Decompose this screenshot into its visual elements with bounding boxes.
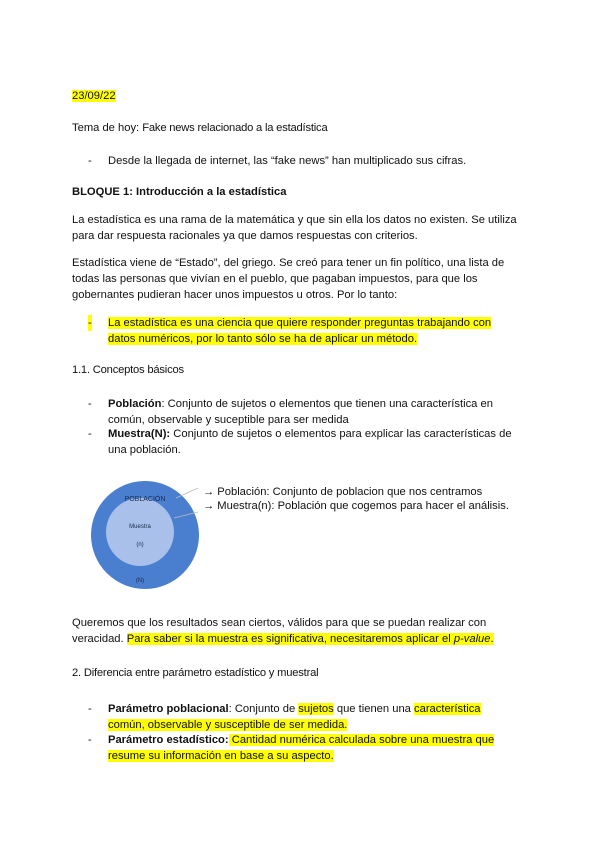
population-sample-diagram	[90, 476, 200, 594]
sample-circle	[106, 498, 174, 566]
sample-n-label: (n)	[136, 542, 144, 548]
population-n-label: (N)	[135, 578, 145, 584]
parameter-item: - Parámetro poblacional: Conjunto de sujetos que tienen una característica común, observable y susceptible de ser medida.	[88, 703, 481, 731]
parameter-item: - Parámetro estadístico: Cantidad numérica calculada sobre una muestra que resume su información en base a su aspecto.	[88, 734, 495, 762]
population-label: POBLACIÓN	[124, 496, 166, 503]
section-2-heading: 2. Diferencia entre parámetro estadístico y muestral	[72, 667, 319, 679]
concept-item: - Muestra(N): Conjunto de sujetos o elementos para explicar las características de una población.	[88, 428, 512, 456]
section-1-1-heading: 1.1. Conceptos básicos	[72, 364, 184, 376]
arrow-note-population: → Población: Conjunto de poblacion que nos centramos	[203, 486, 483, 498]
highlight-bullet: - La estadística es una ciencia que quiere responder preguntas trabajando con datos numéricos, por lo tanto sólo se ha de aplicar un método.	[88, 317, 492, 345]
topic-value: Fake news relacionado a la estadística	[142, 122, 328, 134]
paragraph-1: La estadística es una rama de la matemática y que sin ella los datos no existen. Se utiliza para dar respuesta racionales ya que damos respuestas con criterios.	[72, 214, 517, 242]
sample-label: Muestra	[129, 524, 151, 530]
paragraph-3: Queremos que los resultados sean ciertos, válidos para que se puedan realizar con veracidad. Para saber si la muestra es significativa, necesitaremos aplicar el p-value.	[72, 617, 494, 645]
date: 23/09/22	[72, 90, 116, 102]
intro-bullet: - Desde la llegada de internet, las “fake news” han multiplicado sus cifras.	[88, 155, 467, 167]
topic-label: Tema de hoy:	[72, 122, 140, 134]
concept-item: - Población: Conjunto de sujetos o elementos que tienen una característica en común, observable y suceptible para ser medida	[88, 398, 493, 426]
block1-title: BLOQUE 1: Introducción a la estadística	[72, 186, 287, 198]
paragraph-2: Estadística viene de “Estado”, del griego. Se creó para tener un fin político, una lista de todas las personas que vivían en el pueblo, que pagaban impuestos, para que los gobernantes pudieran hacer unos impuestos u otros. Por lo tanto:	[72, 257, 505, 301]
arrow-note-sample: → Muestra(n): Población que cogemos para hacer el análisis.	[203, 500, 509, 512]
topic-line	[72, 120, 532, 136]
